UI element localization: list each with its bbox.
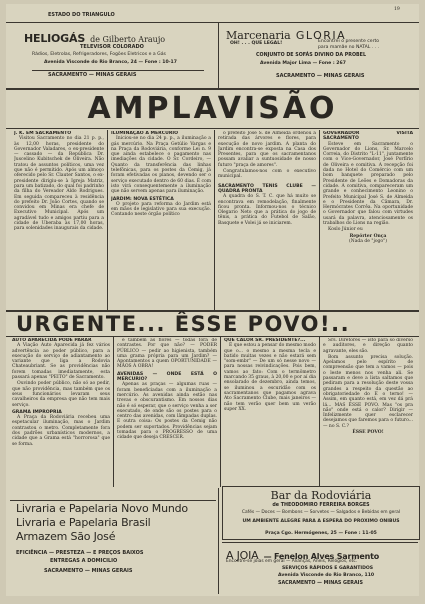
amplavisao-col3 — [218, 131, 316, 306]
auto-aparecida-p1: A Viação Auto Aparecida já fez vários advertência ao poder público, para a execução do serviço de adiantamento ao variante que liga a Rodovia Chateaubriant. Se as providências não forem tomadas imediatamente, esta passará apenas "PEITO" de Sacramento. — [12, 343, 110, 381]
livraria-line2: Livraria e Papelaria Brasil — [16, 516, 151, 529]
gloria-city: SACRAMENTO — MINAS GERAIS — [276, 73, 365, 79]
livraria-line1: Livraria e Papelaria Novo Mundo — [16, 502, 188, 515]
iluminacao-headline: ILUMINAÇÃO A MERCURIO — [111, 131, 178, 136]
calor-headline: QUE CALOR SR. PRESIDENTE?... — [224, 338, 306, 343]
gloria-brand-a: Marcenaria — [226, 29, 291, 42]
urgente-title: URGENTE... ÊSSE POVO!.. — [16, 312, 351, 336]
bar-address: Praça Cgo. Hermógenes, 25 — Fone : 11-05 — [265, 531, 377, 536]
grama-continued: e também as flores — tôdas fora de contrastes. Por que não? — PODER PÚBLICO — pedir ao higienista, também uma grama própria para um Jardim? — Apontamentos a quem OPORTUNIDADE — MÃOS À OBRA! — [117, 338, 217, 370]
amplavisao-col1 — [14, 131, 104, 306]
livraria-city: SACRAMENTO — MINAS GERAIS — [44, 568, 133, 574]
grama-paragraph: A Praça da Rodoviária recebeu uma espetacular iluminação, mas o Jardim contrastou o metro. Completamente fora dos padrões urbanísticos modernos, a cidade que a Grama está "horrorosa" que se forma. — [12, 415, 110, 447]
joia-city: SACRAMENTO — MINAS GERAIS — [278, 581, 363, 586]
bar-title: Bar da Rodoviária — [270, 489, 372, 502]
heliogas-brand: HELIOGÁS — [24, 32, 86, 45]
gloria-line1b: Encontrei o presente certo — [318, 39, 380, 44]
heliogas-city: SACRAMENTO — MINAS GERAIS — [48, 72, 137, 78]
jk-paragraph: Visitou Sacramento no dia 21 p. p., às 12,00 horas, presidente do Governador Valadares, o ex-presidente — cassado — da República Dr. Juscelino Kubitschek de Oliveira. Não tratou de assuntos políticos, uma vez que não é permitido. Após um almoço oferecido pelo Sr. Clauter Santos, o ex-presidente dirigiu-se à Igreja Matriz, para um batizado, do qual foi padrinho da filha do Vereador Aldo Rodrigues. Em seguida compareceu à residência do prefeito Dr. João Cortes, quando se convidou em Minas era chefe de Executivo Municipal. Após um agradável tudo e amigos partiu para a cidade de Uberaba às 17,00 horas, para solenidades inaugurais da cidade. — [14, 136, 104, 232]
urgente-col2 — [117, 338, 217, 486]
signature-koslo: Koslo Júnior eu — [328, 227, 363, 233]
auto-aparecida-headline: AUTO APARECIDA PODE PARAR — [12, 338, 92, 343]
bar-line1: Cafés — Doces — Bombons — Sorvetes — Salgados e Bebidas em geral — [241, 510, 401, 515]
bar-line2: UM AMBIENTE ALEGRE PARA A ESPERA DO PROXIMO ONIBUS — [242, 519, 400, 524]
jardim-paragraph: O projeto para reforma do Jardim está em mãos de legislativo para sua execução. Contando neste órgão político — [111, 201, 211, 218]
livraria-slogan: EFICIÊNCIA — PRESTEZA — E PREÇOS BAIXOS — [16, 550, 144, 556]
avenidas-paragraph: Apenas as praças — algumas ruas — foram beneficiadas com a iluminação a mercúrio. As avenidas ainda estão nas trevas e obscurantismo. Em nossos dias não é só esperar, que o serviço venha a ser executado, de onde são os postes para o centro das avenidas, com lâmpadas duplas. E outra coisa: Os postes da Cemig não podem ser suportados. Providências sejam tomadas para o PROGRESSO de uma cidade que deseja CRESCER. — [117, 382, 217, 441]
ad-joia — [222, 542, 418, 594]
heliogas-line2: Rádios, Eletrolas, Refrigeradores, Fogões Eletricos e a Gás — [32, 52, 166, 57]
tenis-headline: SACRAMENTO TENIS CLUBE — QUADRA PRONTA — [218, 183, 316, 194]
amplavisao-col2 — [111, 131, 211, 306]
diretores-p1: Srs. Diretores — isto para só diverso e auditores, e direção quanto agravante, eles são. — [323, 338, 413, 354]
newspaper-name: ESTADO DO TRIANGULO — [48, 12, 115, 18]
livraria-delivery: ENTREGAS A DOMICILIO — [50, 558, 118, 564]
governador-paragraph: Esteve em Sacramento o Governador do Lions, Sr. Marcelo Correia, do Distrito "L-11", juntamente com o Vice-Governador, José Porfírio de Oliveira e comitiva. A recepção foi dada no Hotel do Comércio com um bom banquete preparado pelo Presidente de Leões e Domadoras da cidade. A comitiva, compareceram um grande e conhecimento Leonino o Prefeito Municipal José S. de Almeida e o Presidente da Câmara, Dr. Hermócrates Corrêa. Na oportunidade o Governador que falou com virtudes usará da palavra, atenciosamente os trabalhos do Lions na região. — [323, 141, 413, 227]
iluminacao-paragraph: Iniciou-se no dia 24 p. p., a iluminação a gás mercúrio. Na Praça Getúlio Vargas e na Praça da Rodoviária, conforme Lei n. 9 que ainda estabelece o pagamento nas imediações da cidade. O Sr. Cordeiro, — Quanto da transferência das linhas telefônicas, para os postes da Cemig, já foram efetivadas os planos, devendo ser o serviço executado dentro de 60 dias. É com isto virá consequentemente a iluminação que não servem apenas para iluminação. — [111, 136, 211, 195]
joia-address: Avenida Visconde do Rio Branco, 110 — [278, 573, 375, 578]
bar-owner: de THEODOMIRO FERREIRA BORGES — [272, 503, 370, 508]
joia-title-b: — Fenelon Alves Sarmento — [263, 552, 379, 561]
joia-line2: SERVIÇOS RÁPIDOS E GARANTIDOS — [282, 566, 374, 571]
auto-aparecida-p2: Ouvindo poder público, não só ao pedir, que não providência, mas também que os seus funcionários levaram seus cavalheiros da empresa que não tem mais serviço. — [12, 381, 110, 408]
joia-line1: Encontre-se jóias em geral — Alianças, Aneis, Relógios, etc. — [226, 559, 358, 564]
reporter-name: Repórter Onça — [349, 233, 387, 239]
gloria-line1a: OH! . . . QUE LEGAL! — [230, 41, 283, 46]
ad-bar-rodoviaria — [222, 486, 420, 540]
amplavisao-title: AMPLAVISÃO — [87, 91, 338, 126]
ad-heliogas — [10, 24, 216, 86]
esse-povo-sign: ÊSSE POVO! — [352, 430, 384, 436]
ad-livraria — [10, 500, 216, 594]
jardim-headline: JARDIM: NOVA ESTÉTICA — [111, 196, 174, 202]
jk-headline: J. K. EM SACRAMENTO — [14, 131, 72, 136]
gloria-brand-b: GLORIA — [295, 29, 347, 42]
urgente-col1 — [12, 338, 110, 486]
gloria-address: Avenida Major Lima — Fone : 267 — [260, 61, 346, 66]
joia-title-a: A JOIA — [226, 549, 259, 562]
congratulations: Congratulamos-nos com o executivo municipal. — [218, 169, 316, 180]
ad-gloria — [222, 24, 417, 86]
governador-headline: GOVERNADOR VISITA SACRAMENTO — [323, 131, 413, 142]
heliogas-line1: TELEVISOR COLORADO — [80, 44, 144, 50]
page-number: 19 — [394, 7, 400, 12]
urgente-col3 — [224, 338, 316, 486]
heliogas-owner: de Gilberto Araujo — [90, 35, 166, 44]
livraria-line3: Armazem São José — [16, 530, 116, 543]
jardim-continued: o prefeito José S. de Almeida ordenou a retirada das árvores e flores, para execução de novo jardim. A planta do Jardim encontra-se exposta na Casa dos Presentes, para que os sacramentanos possam avaliar a suntuosidade de nosso futuro "praça de amores". — [218, 131, 316, 168]
amplavisao-col4 — [323, 131, 413, 309]
heliogas-address: Avenida Visconde do Rio Branco, 24 — Fone : 10-17 — [44, 60, 177, 65]
gloria-line2: para mamãe no NATAL . . . — [318, 45, 380, 50]
reporter-note: (Nada de "jogo") — [349, 238, 387, 244]
tenis-paragraph: A quadra do S. T. C. que há muito se encontrava em remodelação, finalmente ficou pronta. Informou-nos o técnico Olegario Neto que a prática do jogo de tênis, a prática do Futebol de Salão, Basquete e Volei já se iniciarem. — [218, 194, 316, 226]
urgente-col4 — [323, 338, 413, 486]
grama-headline: GRAMA IMPROPRIA — [12, 409, 62, 415]
calor-paragraph: É que estou a pensar do mesmo modo que o... o mesmo a mesma tecla e batido muitas vezes e não estará sem "som-embr" — De um só nesse novo — para nossas reivindicações. Pois bem, vamos ao fato: Com o termômetro marcando 35 graus, à 20,00 e por aí dia ensolarado de dezembro, ainda temos, se iluminou a escuridão com os sacramentanos que pagamos agrava Ato Sacramento Clube, mais janeiros — não tem verão quer bem um verão super XX. — [224, 343, 316, 412]
gloria-line3: CONJUNTO DE SOFÁS DIVINO DA PROBEL — [256, 53, 367, 58]
avenidas-headline: AVENIDAS — ONDE ESTÁ O MERCURIO? — [117, 371, 217, 383]
diretores-p2: Bom assunto precisa solução. Apelamos pelo espírito de compreensão que tem a vamos — pois o leste menos nos venha ali. Se passaram e deve a lista saltamos que pediram para a resolução deste vossa grandes a respeito da questão ao obrigatoriedade do E o terno! — Assim, em quanto está, em vez dá prá lá... MAS ÊSSE POVO. Mas "os pra não" onde está o calor? Dirigir — Infelizmente quer esclarecer desejamos que faremos para o futuro... — no S. C.? — [323, 354, 413, 429]
newspaper-page — [6, 4, 419, 596]
